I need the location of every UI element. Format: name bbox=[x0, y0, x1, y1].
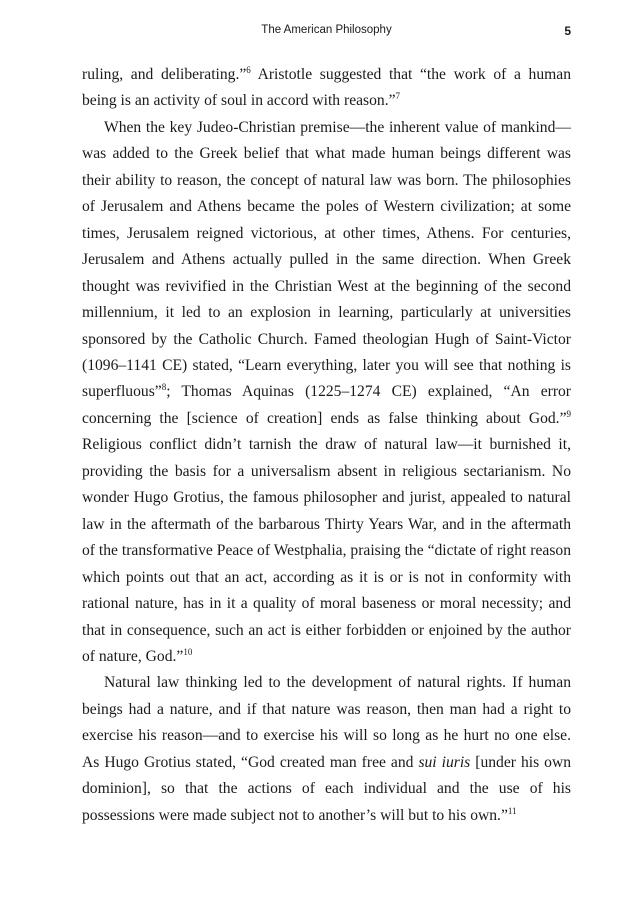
page-number: 5 bbox=[564, 24, 571, 38]
footnote-ref-11: 11 bbox=[507, 805, 517, 816]
footnote-ref-6: 6 bbox=[246, 64, 251, 75]
text-segment: [under his own dominion], so that the actions of each individual and the use of his possessions were made subject not to another’s will but to his own.” bbox=[82, 753, 572, 824]
body-text bbox=[82, 62, 571, 829]
footnote-ref-9: 9 bbox=[566, 408, 571, 419]
running-head: The American Philosophy bbox=[261, 24, 392, 36]
footnote-ref-7: 7 bbox=[395, 91, 401, 102]
page-header bbox=[82, 24, 571, 42]
text-segment: ; Thomas Aquinas (1225–1274 CE) explained, “An error concerning the [science of creation] ends as false thinking about God.” bbox=[82, 383, 571, 427]
paragraph-2 bbox=[82, 115, 571, 671]
text-segment: Natural law thinking led to the development of natural rights. If human beings had a nature, and if that nature was reason, then man had a right to exercise his reason—and to exercise his will so long as he hurt no one else. As Hugo Grotius stated, “God created man free and bbox=[82, 674, 571, 771]
text-segment: Religious conflict didn’t tarnish the draw of natural law—it burnished it, providing the basis for a universalism absent in religious sectarianism. No wonder Hugo Grotius, the famous philosopher and jurist, appealed to natural law in the aftermath of the barbarous Thirty Years War, and in the aftermath of the transformative Peace of Westphalia, praising the “dictate of right reason which points out that an act, according as it is or is not in conformity with rational nature, has in it a quality of moral baseness or moral necessity; and that in consequence, such an act is either forbidden or enjoined by the author of nature, God.” bbox=[82, 436, 571, 665]
italic-term: sui iuris bbox=[418, 753, 471, 771]
text-segment: Aristotle suggested that “the work of a human being is an activity of soul in accord with reason.” bbox=[82, 66, 571, 110]
text-segment: ruling, and deliberating.” bbox=[82, 66, 247, 83]
paragraph-3 bbox=[82, 670, 571, 829]
text-segment: When the key Judeo-Christian premise—the inherent value of mankind—was added to the Greek belief that what made human beings different was their ability to reason, the concept of natural law was born. The philosophies of Jerusalem and Athens became the poles of Western civilization; at some times, Jerusalem reigned victorious, at other times, Athens. For centuries, Jerusalem and Athens actually pulled in the same direction. When Greek thought was revivified in the Christian West at the beginning of the second millennium, it led to an explosion in learning, particularly at universities sponsored by the Catholic Church. Famed theologian Hugh of Saint-Victor (1096–1141 CE) stated, “Learn everything, later you will see that nothing is superfluous” bbox=[82, 118, 571, 401]
footnote-ref-10: 10 bbox=[183, 646, 193, 657]
footnote-ref-8: 8 bbox=[161, 382, 167, 393]
paragraph-1 bbox=[82, 62, 571, 115]
